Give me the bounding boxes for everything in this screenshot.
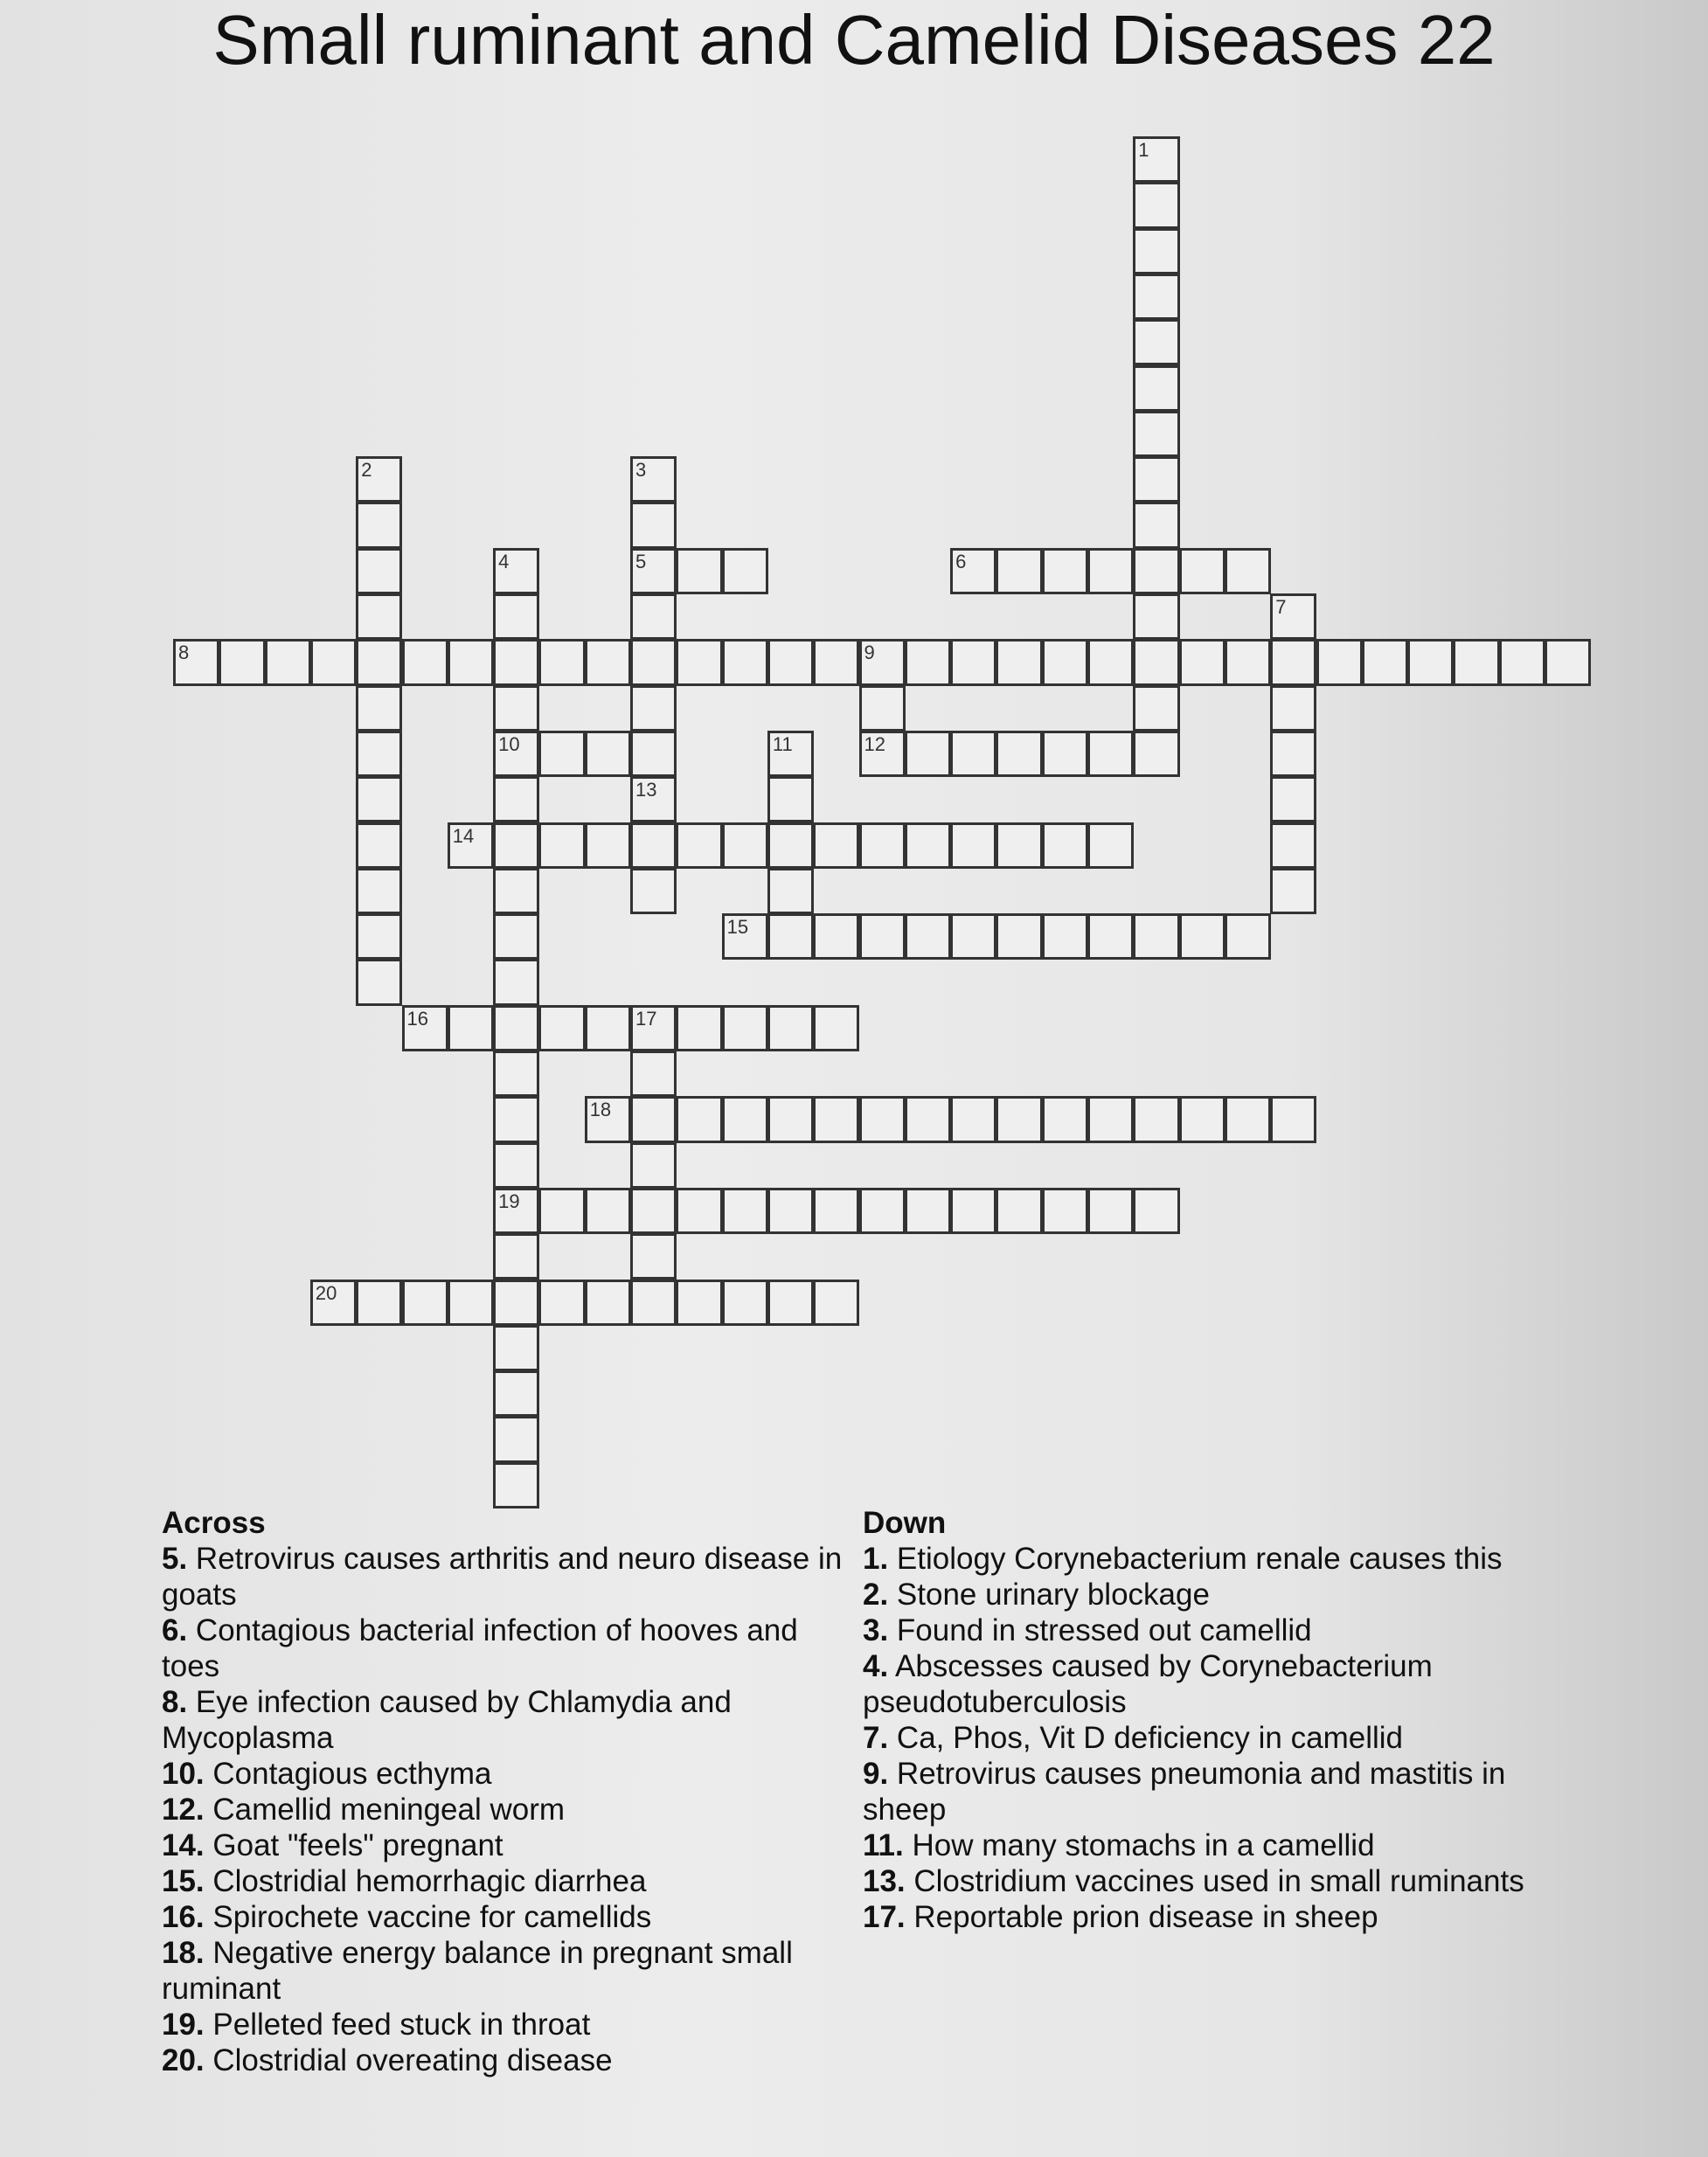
grid-cell[interactable] <box>630 1142 677 1189</box>
clue-number: 13 <box>635 779 657 801</box>
grid-cell[interactable] <box>905 822 951 869</box>
across-clue: 18. Negative energy balance in pregnant small ruminant <box>162 1936 793 2006</box>
grid-cell[interactable] <box>630 1188 677 1234</box>
grid-cell[interactable] <box>813 1188 859 1234</box>
across-clue: 10. Contagious ecthyma <box>162 1757 492 1791</box>
grid-cell[interactable] <box>1499 639 1545 685</box>
grid-cell[interactable] <box>356 776 402 822</box>
grid-cell[interactable] <box>950 913 996 960</box>
grid-cell[interactable] <box>996 639 1042 685</box>
down-clue: 7. Ca, Phos, Vit D deficiency in camellid <box>863 1721 1403 1755</box>
grid-cell[interactable] <box>1042 913 1088 960</box>
grid-cell[interactable] <box>1133 502 1179 548</box>
grid-cell[interactable] <box>905 639 951 685</box>
grid-cell[interactable] <box>493 1188 539 1234</box>
grid-cell[interactable] <box>1179 548 1225 594</box>
down-clue: 3. Found in stressed out camellid <box>863 1613 1312 1647</box>
clue-number: 15 <box>726 916 749 939</box>
across-clue: 8. Eye infection caused by Chlamydia and Mycoplasma <box>162 1685 732 1755</box>
grid-cell[interactable] <box>722 913 768 960</box>
grid-cell[interactable] <box>996 822 1042 869</box>
grid-cell[interactable] <box>767 776 814 822</box>
grid-cell[interactable] <box>493 548 539 594</box>
grid-cell[interactable] <box>676 639 722 685</box>
grid-cell[interactable] <box>1133 136 1179 183</box>
clue-number: 7 <box>1275 596 1287 618</box>
clue-number: 17 <box>635 1007 657 1030</box>
grid-cell[interactable] <box>356 639 402 685</box>
grid-cell[interactable] <box>1133 1188 1179 1234</box>
grid-cell[interactable] <box>950 548 996 594</box>
grid-cell[interactable] <box>767 1188 814 1234</box>
grid-cell[interactable] <box>1270 731 1316 777</box>
clue-number: 1 <box>1138 139 1149 161</box>
grid-cell[interactable] <box>493 913 539 960</box>
grid-cell[interactable] <box>1133 593 1179 640</box>
grid-cell[interactable] <box>493 1142 539 1189</box>
grid-cell[interactable] <box>1133 456 1179 503</box>
grid-cell[interactable] <box>356 456 402 503</box>
grid-cell[interactable] <box>1270 685 1316 732</box>
across-clue: 15. Clostridial hemorrhagic diarrhea <box>162 1864 647 1898</box>
grid-cell[interactable] <box>1179 639 1225 685</box>
grid-cell[interactable] <box>767 639 814 685</box>
grid-cell[interactable] <box>356 685 402 732</box>
grid-cell[interactable] <box>493 1325 539 1371</box>
grid-cell[interactable] <box>630 868 677 914</box>
clue-number: 5 <box>635 550 647 572</box>
grid-cell[interactable] <box>722 1005 768 1051</box>
grid-cell[interactable] <box>722 822 768 869</box>
grid-cell[interactable] <box>310 639 357 685</box>
grid-cell[interactable] <box>630 639 677 685</box>
grid-cell[interactable] <box>538 731 585 777</box>
grid-cell[interactable] <box>493 959 539 1005</box>
grid-cell[interactable] <box>1087 731 1134 777</box>
grid-cell[interactable] <box>1133 913 1179 960</box>
grid-cell[interactable] <box>630 1096 677 1142</box>
grid-cell[interactable] <box>996 731 1042 777</box>
across-clue: 12. Camellid meningeal worm <box>162 1793 566 1827</box>
grid-cell[interactable] <box>356 502 402 548</box>
clue-number: 9 <box>864 642 875 664</box>
down-clue: 17. Reportable prion disease in sheep <box>863 1900 1378 1934</box>
grid-cell[interactable] <box>356 959 402 1005</box>
grid-cell[interactable] <box>1133 1096 1179 1142</box>
grid-cell[interactable] <box>950 822 996 869</box>
grid-cell[interactable] <box>402 1005 448 1051</box>
clue-number: 16 <box>406 1007 428 1030</box>
grid-cell[interactable] <box>219 639 265 685</box>
grid-cell[interactable] <box>630 456 677 503</box>
grid-cell[interactable] <box>950 1188 996 1234</box>
grid-cell[interactable] <box>813 913 859 960</box>
grid-cell[interactable] <box>493 1096 539 1142</box>
clue-number: 4 <box>498 550 510 572</box>
grid-cell[interactable] <box>310 1280 357 1326</box>
grid-cell[interactable] <box>996 1188 1042 1234</box>
grid-cell[interactable] <box>1133 319 1179 365</box>
grid-cell[interactable] <box>356 731 402 777</box>
grid-cell[interactable] <box>356 1280 402 1326</box>
grid-cell[interactable] <box>996 548 1042 594</box>
grid-cell[interactable] <box>538 639 585 685</box>
grid-cell[interactable] <box>1270 639 1316 685</box>
puzzle-title: Small ruminant and Camelid Diseases 22 <box>212 1 1496 79</box>
clue-number: 18 <box>589 1099 612 1121</box>
grid-cell[interactable] <box>1225 639 1271 685</box>
grid-cell[interactable] <box>1225 1096 1271 1142</box>
grid-cell[interactable] <box>722 639 768 685</box>
grid-cell[interactable] <box>493 1370 539 1417</box>
grid-cell[interactable] <box>356 822 402 869</box>
down-clue: 1. Etiology Corynebacterium renale causes this <box>863 1542 1503 1576</box>
grid-cell[interactable] <box>585 731 631 777</box>
across-clue: 19. Pelleted feed stuck in throat <box>162 2008 591 2042</box>
grid-cell[interactable] <box>1407 639 1454 685</box>
grid-cell[interactable] <box>493 731 539 777</box>
grid-cell[interactable] <box>1133 411 1179 457</box>
grid-cell[interactable] <box>493 593 539 640</box>
grid-cell[interactable] <box>676 1188 722 1234</box>
grid-cell[interactable] <box>493 1462 539 1509</box>
grid-cell[interactable] <box>1133 548 1179 594</box>
across-clue: 5. Retrovirus causes arthritis and neuro disease in goats <box>162 1542 843 1612</box>
grid-cell[interactable] <box>1042 639 1088 685</box>
grid-cell[interactable] <box>630 685 677 732</box>
grid-cell[interactable] <box>1087 1096 1134 1142</box>
grid-cell[interactable] <box>1270 822 1316 869</box>
down-heading: Down <box>863 1506 947 1540</box>
grid-cell[interactable] <box>356 548 402 594</box>
grid-cell[interactable] <box>630 1051 677 1097</box>
grid-cell[interactable] <box>767 1280 814 1326</box>
grid-cell[interactable] <box>538 822 585 869</box>
grid-cell[interactable] <box>676 1096 722 1142</box>
grid-cell[interactable] <box>493 822 539 869</box>
clue-number: 12 <box>864 732 885 755</box>
grid-cell[interactable] <box>950 1096 996 1142</box>
clue-number: 10 <box>498 732 520 755</box>
grid-cell[interactable] <box>996 1096 1042 1142</box>
grid-cell[interactable] <box>630 822 677 869</box>
grid-cell[interactable] <box>1087 548 1134 594</box>
grid-cell[interactable] <box>813 822 859 869</box>
across-clue: 20. Clostridial overeating disease <box>162 2043 613 2077</box>
grid-cell[interactable] <box>356 913 402 960</box>
grid-cell[interactable] <box>585 1188 631 1234</box>
clue-number: 11 <box>772 732 793 755</box>
grid-cell[interactable] <box>905 1188 951 1234</box>
grid-cell[interactable] <box>1270 868 1316 914</box>
grid-cell[interactable] <box>1042 548 1088 594</box>
grid-cell[interactable] <box>1042 1188 1088 1234</box>
down-clue: 9. Retrovirus causes pneumonia and mastitis in sheep <box>863 1757 1506 1827</box>
grid-cell[interactable] <box>1270 1096 1316 1142</box>
clue-number: 19 <box>498 1189 520 1212</box>
grid-cell[interactable] <box>950 731 996 777</box>
grid-cell[interactable] <box>1133 228 1179 274</box>
grid-cell[interactable] <box>767 913 814 960</box>
grid-cell[interactable] <box>630 593 677 640</box>
grid-cell[interactable] <box>493 1005 539 1051</box>
grid-cell[interactable] <box>493 1233 539 1280</box>
grid-cell[interactable] <box>813 1096 859 1142</box>
grid-cell[interactable] <box>265 639 311 685</box>
grid-cell[interactable] <box>722 1280 768 1326</box>
grid-cell[interactable] <box>1133 274 1179 320</box>
grid-cell[interactable] <box>950 639 996 685</box>
clue-number: 20 <box>315 1281 337 1304</box>
across-heading: Across <box>162 1506 266 1540</box>
clue-number: 14 <box>452 824 475 847</box>
grid-cell[interactable] <box>448 1005 494 1051</box>
grid-cell[interactable] <box>630 1233 677 1280</box>
grid-cell[interactable] <box>493 868 539 914</box>
grid-cell[interactable] <box>630 1280 677 1326</box>
grid-cell[interactable] <box>996 913 1042 960</box>
grid-cell[interactable] <box>1316 639 1363 685</box>
grid-cell[interactable] <box>585 1005 631 1051</box>
clue-number: 8 <box>178 642 190 664</box>
grid-cell[interactable] <box>493 1280 539 1326</box>
grid-cell[interactable] <box>630 502 677 548</box>
grid-cell[interactable] <box>905 913 951 960</box>
grid-cell[interactable] <box>356 868 402 914</box>
grid-cell[interactable] <box>1270 593 1316 640</box>
grid-cell[interactable] <box>585 822 631 869</box>
grid-cell[interactable] <box>767 731 814 777</box>
grid-cell[interactable] <box>1042 822 1088 869</box>
clue-number: 6 <box>955 550 967 572</box>
grid-cell[interactable] <box>767 1096 814 1142</box>
down-clues <box>863 1505 1562 1935</box>
grid-cell[interactable] <box>722 1188 768 1234</box>
clue-number: 2 <box>361 459 372 482</box>
grid-cell[interactable] <box>1133 182 1179 228</box>
grid-cell[interactable] <box>630 776 677 822</box>
grid-cell[interactable] <box>538 1188 585 1234</box>
grid-cell[interactable] <box>493 639 539 685</box>
grid-cell[interactable] <box>630 548 677 594</box>
grid-cell[interactable] <box>1133 685 1179 732</box>
grid-cell[interactable] <box>1133 365 1179 412</box>
grid-cell[interactable] <box>448 822 494 869</box>
grid-cell[interactable] <box>722 1096 768 1142</box>
grid-cell[interactable] <box>767 868 814 914</box>
across-clue: 6. Contagious bacterial infection of hooves and toes <box>162 1613 798 1683</box>
grid-cell[interactable] <box>676 548 722 594</box>
grid-cell[interactable] <box>538 1005 585 1051</box>
down-clue: 13. Clostridium vaccines used in small ruminants <box>863 1864 1524 1898</box>
grid-cell[interactable] <box>585 1096 631 1142</box>
grid-cell[interactable] <box>905 1096 951 1142</box>
grid-cell[interactable] <box>402 639 448 685</box>
grid-cell[interactable] <box>722 548 768 594</box>
grid-cell[interactable] <box>1545 639 1591 685</box>
grid-cell[interactable] <box>493 685 539 732</box>
across-clues <box>162 1505 861 2078</box>
grid-cell[interactable] <box>173 639 219 685</box>
grid-cell[interactable] <box>905 731 951 777</box>
across-clue: 14. Goat "feels" pregnant <box>162 1828 503 1862</box>
grid-cell[interactable] <box>1042 731 1088 777</box>
grid-cell[interactable] <box>1362 639 1408 685</box>
grid-cell[interactable] <box>1225 548 1271 594</box>
grid-cell[interactable] <box>859 1096 906 1142</box>
grid-cell[interactable] <box>493 1416 539 1462</box>
grid-cell[interactable] <box>1179 913 1225 960</box>
grid-cell[interactable] <box>1270 776 1316 822</box>
across-clue: 16. Spirochete vaccine for camellids <box>162 1900 652 1934</box>
grid-cell[interactable] <box>493 1051 539 1097</box>
grid-cell[interactable] <box>1042 1096 1088 1142</box>
grid-cell[interactable] <box>448 1280 494 1326</box>
clue-number: 3 <box>635 459 647 482</box>
grid-cell[interactable] <box>1225 913 1271 960</box>
grid-cell[interactable] <box>859 822 906 869</box>
grid-cell[interactable] <box>356 593 402 640</box>
grid-cell[interactable] <box>1179 1096 1225 1142</box>
grid-cell[interactable] <box>585 639 631 685</box>
grid-cell[interactable] <box>1087 822 1134 869</box>
grid-cell[interactable] <box>859 731 906 777</box>
grid-cell[interactable] <box>767 822 814 869</box>
grid-cell[interactable] <box>676 822 722 869</box>
grid-cell[interactable] <box>402 1280 448 1326</box>
grid-cell[interactable] <box>585 1280 631 1326</box>
grid-cell[interactable] <box>859 1188 906 1234</box>
grid-cell[interactable] <box>676 1005 722 1051</box>
grid-cell[interactable] <box>1087 913 1134 960</box>
grid-cell[interactable] <box>538 1280 585 1326</box>
grid-cell[interactable] <box>813 1005 859 1051</box>
down-clue: 4. Abscesses caused by Corynebacterium pseudotuberculosis <box>863 1649 1433 1719</box>
grid-cell[interactable] <box>813 639 859 685</box>
grid-cell[interactable] <box>1087 639 1134 685</box>
grid-cell[interactable] <box>1087 1188 1134 1234</box>
grid-cell[interactable] <box>630 731 677 777</box>
grid-cell[interactable] <box>1453 639 1499 685</box>
grid-cell[interactable] <box>859 685 906 732</box>
grid-cell[interactable] <box>859 639 906 685</box>
grid-cell[interactable] <box>448 639 494 685</box>
grid-cell[interactable] <box>1133 731 1179 777</box>
down-clue: 2. Stone urinary blockage <box>863 1578 1210 1612</box>
grid-cell[interactable] <box>1133 639 1179 685</box>
grid-cell[interactable] <box>813 1280 859 1326</box>
down-clue: 11. How many stomachs in a camellid <box>863 1828 1375 1862</box>
grid-cell[interactable] <box>859 913 906 960</box>
grid-cell[interactable] <box>493 776 539 822</box>
grid-cell[interactable] <box>630 1005 677 1051</box>
grid-cell[interactable] <box>676 1280 722 1326</box>
grid-cell[interactable] <box>767 1005 814 1051</box>
